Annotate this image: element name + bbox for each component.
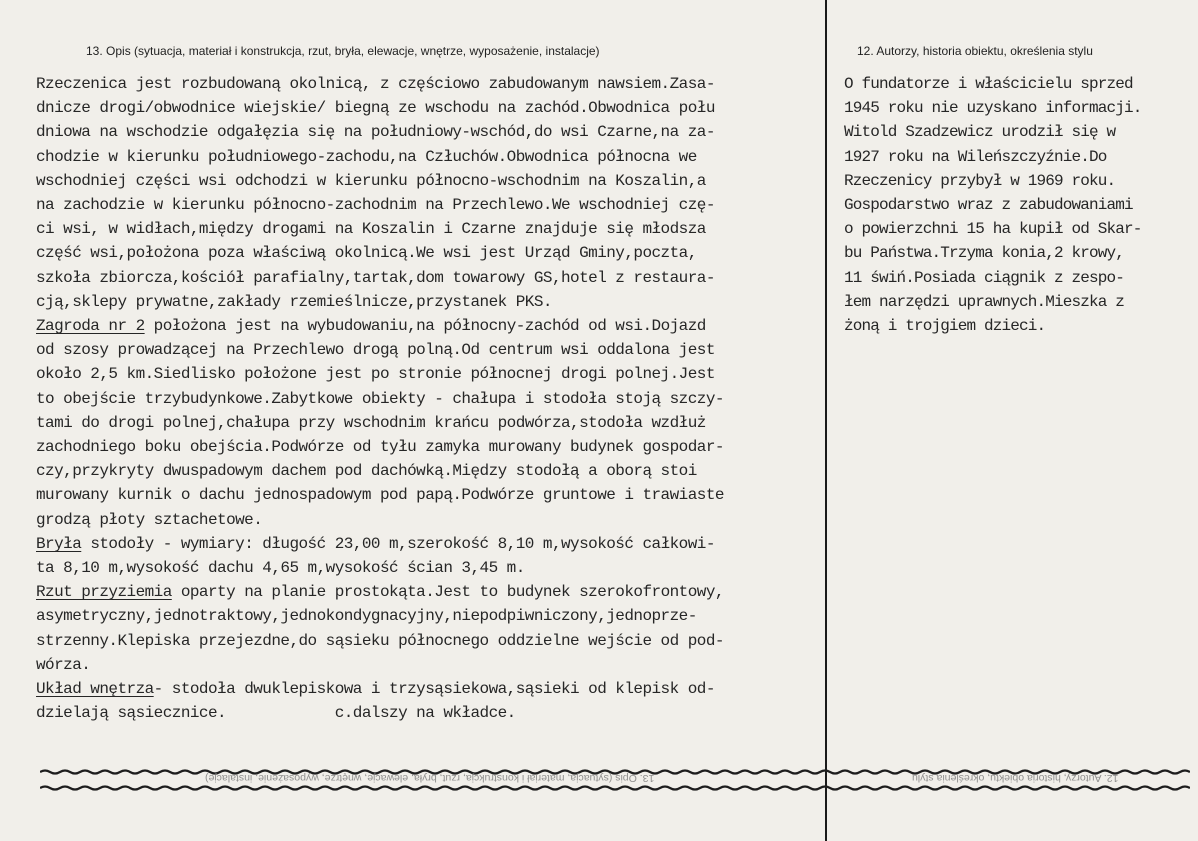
text-line: zachodniego boku obejścia.Podwórze od tyłu zamyka murowany budynek gospodar- <box>36 438 724 457</box>
text-line: 1927 roku na Wileńszczyźnie.Do <box>844 147 1107 166</box>
text-line: ta 8,10 m,wysokość dachu 4,65 m,wysokość ścian 3,45 m. <box>36 559 525 578</box>
text-line: grodzą płoty sztachetowe. <box>36 510 263 529</box>
text-line: szkoła zbiorcza,kościół parafialny,tartak,dom towarowy GS,hotel z restaura- <box>36 268 715 287</box>
text-line: O fundatorze i właścicielu sprzed <box>844 75 1133 93</box>
text-line: łem narzędzi uprawnych.Mieszka z <box>844 292 1125 311</box>
column-divider <box>825 0 827 841</box>
text-line: dniowa na wschodzie odgałęzia się na południowy-wschód,do wsi Czarne,na za- <box>36 123 715 142</box>
text-line: dnicze drogi/obwodnice wiejskie/ biegną ze wschodu na zachód.Obwodnica połu <box>36 99 715 118</box>
text-line: cją,sklepy prywatne,zakłady rzemieślnicze,przystanek PKS. <box>36 292 552 311</box>
text-line: to obejście trzybudynkowe.Zabytkowe obiekty - chałupa i stodoła stoją szczy- <box>36 389 724 408</box>
text-line: tami do drogi polnej,chałupa przy wschodnim krańcu podwórza,stodoła wzdłuż <box>36 413 706 432</box>
text-line: Rzeczenicy przybył w 1969 roku. <box>844 171 1116 190</box>
text-line: oparty na planie prostokąta.Jest to budynek szerokofrontowy, <box>171 583 724 602</box>
mirrored-header-bleedthrough: 13. Opis (sytuacja, materiał i konstrukcja, rzut, bryła, elewacje, wnętrze, wyposażenie, instalacje) <box>205 772 655 784</box>
text-line: część wsi,położona poza właściwą okolnicą.We wsi jest Urząd Gminy,poczta, <box>36 244 697 263</box>
description-text <box>36 72 724 725</box>
mirrored-header-bleedthrough: 12. Autorzy, historia obiektu, określenia stylu <box>912 772 1119 784</box>
text-line: o powierzchni 15 ha kupił od Skar- <box>844 220 1142 239</box>
text-line: położona jest na wybudowaniu,na północny-zachód od wsi.Dojazd <box>144 317 706 336</box>
text-line: 11 świń.Posiada ciągnik z zespo- <box>844 268 1125 287</box>
section-13-header: 13. Opis (sytuacja, materiał i konstrukcja, rzut, bryła, elewacje, wnętrze, wyposażenie, instalacje) <box>86 44 600 58</box>
text-line: żoną i trojgiem dzieci. <box>844 317 1046 336</box>
uklad-heading: Układ wnętrza <box>36 680 154 699</box>
text-line: wschodniej części wsi odchodzi w kierunku północno-wschodnim na Koszalin,a <box>36 171 706 190</box>
rzut-heading: Rzut przyziemia <box>36 583 172 602</box>
text-line: Gospodarstwo wraz z zabudowaniami <box>844 196 1133 215</box>
text-line: około 2,5 km.Siedlisko położone jest po stronie północnej drogi polnej.Jest <box>36 365 715 384</box>
text-line: ci wsi, w widłach,między drogami na Koszalin i Czarne znajduje się młodsza <box>36 220 706 239</box>
text-line: stodoły - wymiary: długość 23,00 m,szerokość 8,10 m,wysokość całkowi- <box>81 534 715 553</box>
text-line: - stodoła dwuklepiskowa i trzysąsiekowa,sąsieki od klepisk od- <box>153 680 715 699</box>
text-line: strzenny.Klepiska przejezdne,do sąsieku północnego oddzielne wejście od pod- <box>36 631 724 650</box>
text-line: Witold Szadzewicz urodził się w <box>844 123 1116 142</box>
zagroda-heading: Zagroda nr 2 <box>36 317 145 336</box>
text-line: na zachodzie w kierunku północno-zachodnim na Przechlewo.We wschodniej czę- <box>36 196 715 215</box>
text-line: dzielają sąsiecznice. c.dalszy na wkładce. <box>36 704 516 723</box>
text-line: chodzie w kierunku południowego-zachodu,na Człuchów.Obwodnica północna we <box>36 147 697 166</box>
text-line: 1945 roku nie uzyskano informacji. <box>844 99 1142 118</box>
text-line: od szosy prowadzącej na Przechlewo drogą polną.Od centrum wsi oddalona jest <box>36 341 715 360</box>
text-line: murowany kurnik o dachu jednospadowym pod papą.Podwórze gruntowe i trawiaste <box>36 486 724 505</box>
text-line: Rzeczenica jest rozbudowaną okolnicą, z częściowo zabudowanym nawsiem.Zasa- <box>36 75 715 93</box>
text-line: asymetryczny,jednotraktowy,jednokondygnacyjny,niepodpiwniczony,jednoprze- <box>36 607 697 626</box>
text-line: bu Państwa.Trzyma konia,2 krowy, <box>844 244 1125 263</box>
text-line: wórza. <box>36 655 91 674</box>
section-12-header: 12. Autorzy, historia obiektu, określenia stylu <box>857 44 1093 58</box>
text-line: czy,przykryty dwuspadowym dachem pod dachówką.Między stodołą a oborą stoi <box>36 462 697 481</box>
bryla-heading: Bryła <box>36 534 82 553</box>
history-text <box>844 72 1142 338</box>
